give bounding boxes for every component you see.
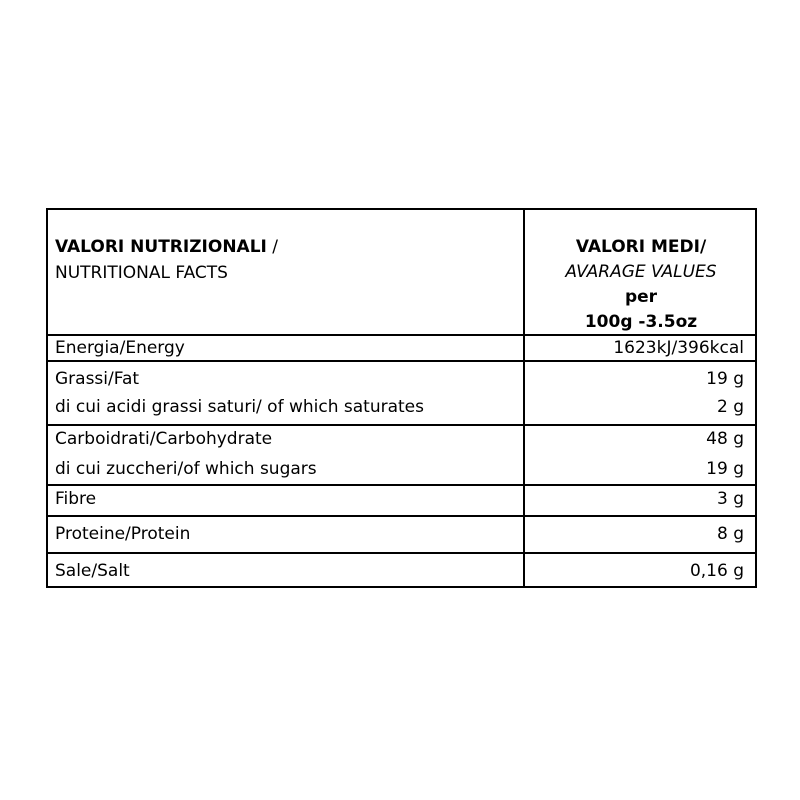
values-quantity: 100g -3.5oz [584,312,698,332]
values-subheader: AVARAGE VALUES [565,262,717,282]
header-title-it: VALORI NUTRIZIONALI [55,237,267,257]
row-value-fibre: 3 g [716,489,744,509]
row-value-protein: 8 g [716,524,744,544]
row-label-fat: Grassi/Fat [55,369,140,389]
row-divider [46,515,757,517]
row-divider [46,424,757,426]
row-label-fibre: Fibre [55,489,97,509]
row-label-sugars: di cui zuccheri/of which sugars [55,459,317,479]
row-label-carbohydrate: Carboidrati/Carbohydrate [55,429,273,449]
header-title-separator: / [266,237,279,257]
row-divider [46,334,757,336]
row-value-energy: 1623kJ/396kcal [613,338,744,358]
row-value-saturates: 2 g [716,397,744,417]
row-label-protein: Proteine/Protein [55,524,191,544]
row-label-salt: Sale/Salt [55,561,130,581]
row-divider [46,360,757,362]
values-per: per [624,287,658,307]
header-subtitle: NUTRITIONAL FACTS [55,263,228,283]
row-divider [46,552,757,554]
row-value-fat: 19 g [706,369,744,389]
row-label-saturates: di cui acidi grassi saturi/ of which saturates [55,397,424,417]
header-title [55,237,278,257]
row-divider [46,484,757,486]
values-header: VALORI MEDI/ [575,237,707,257]
row-value-sugars: 19 g [706,459,744,479]
row-label-energy: Energia/Energy [55,338,185,358]
row-value-carbohydrate: 48 g [706,429,744,449]
row-value-salt: 0,16 g [689,561,744,581]
